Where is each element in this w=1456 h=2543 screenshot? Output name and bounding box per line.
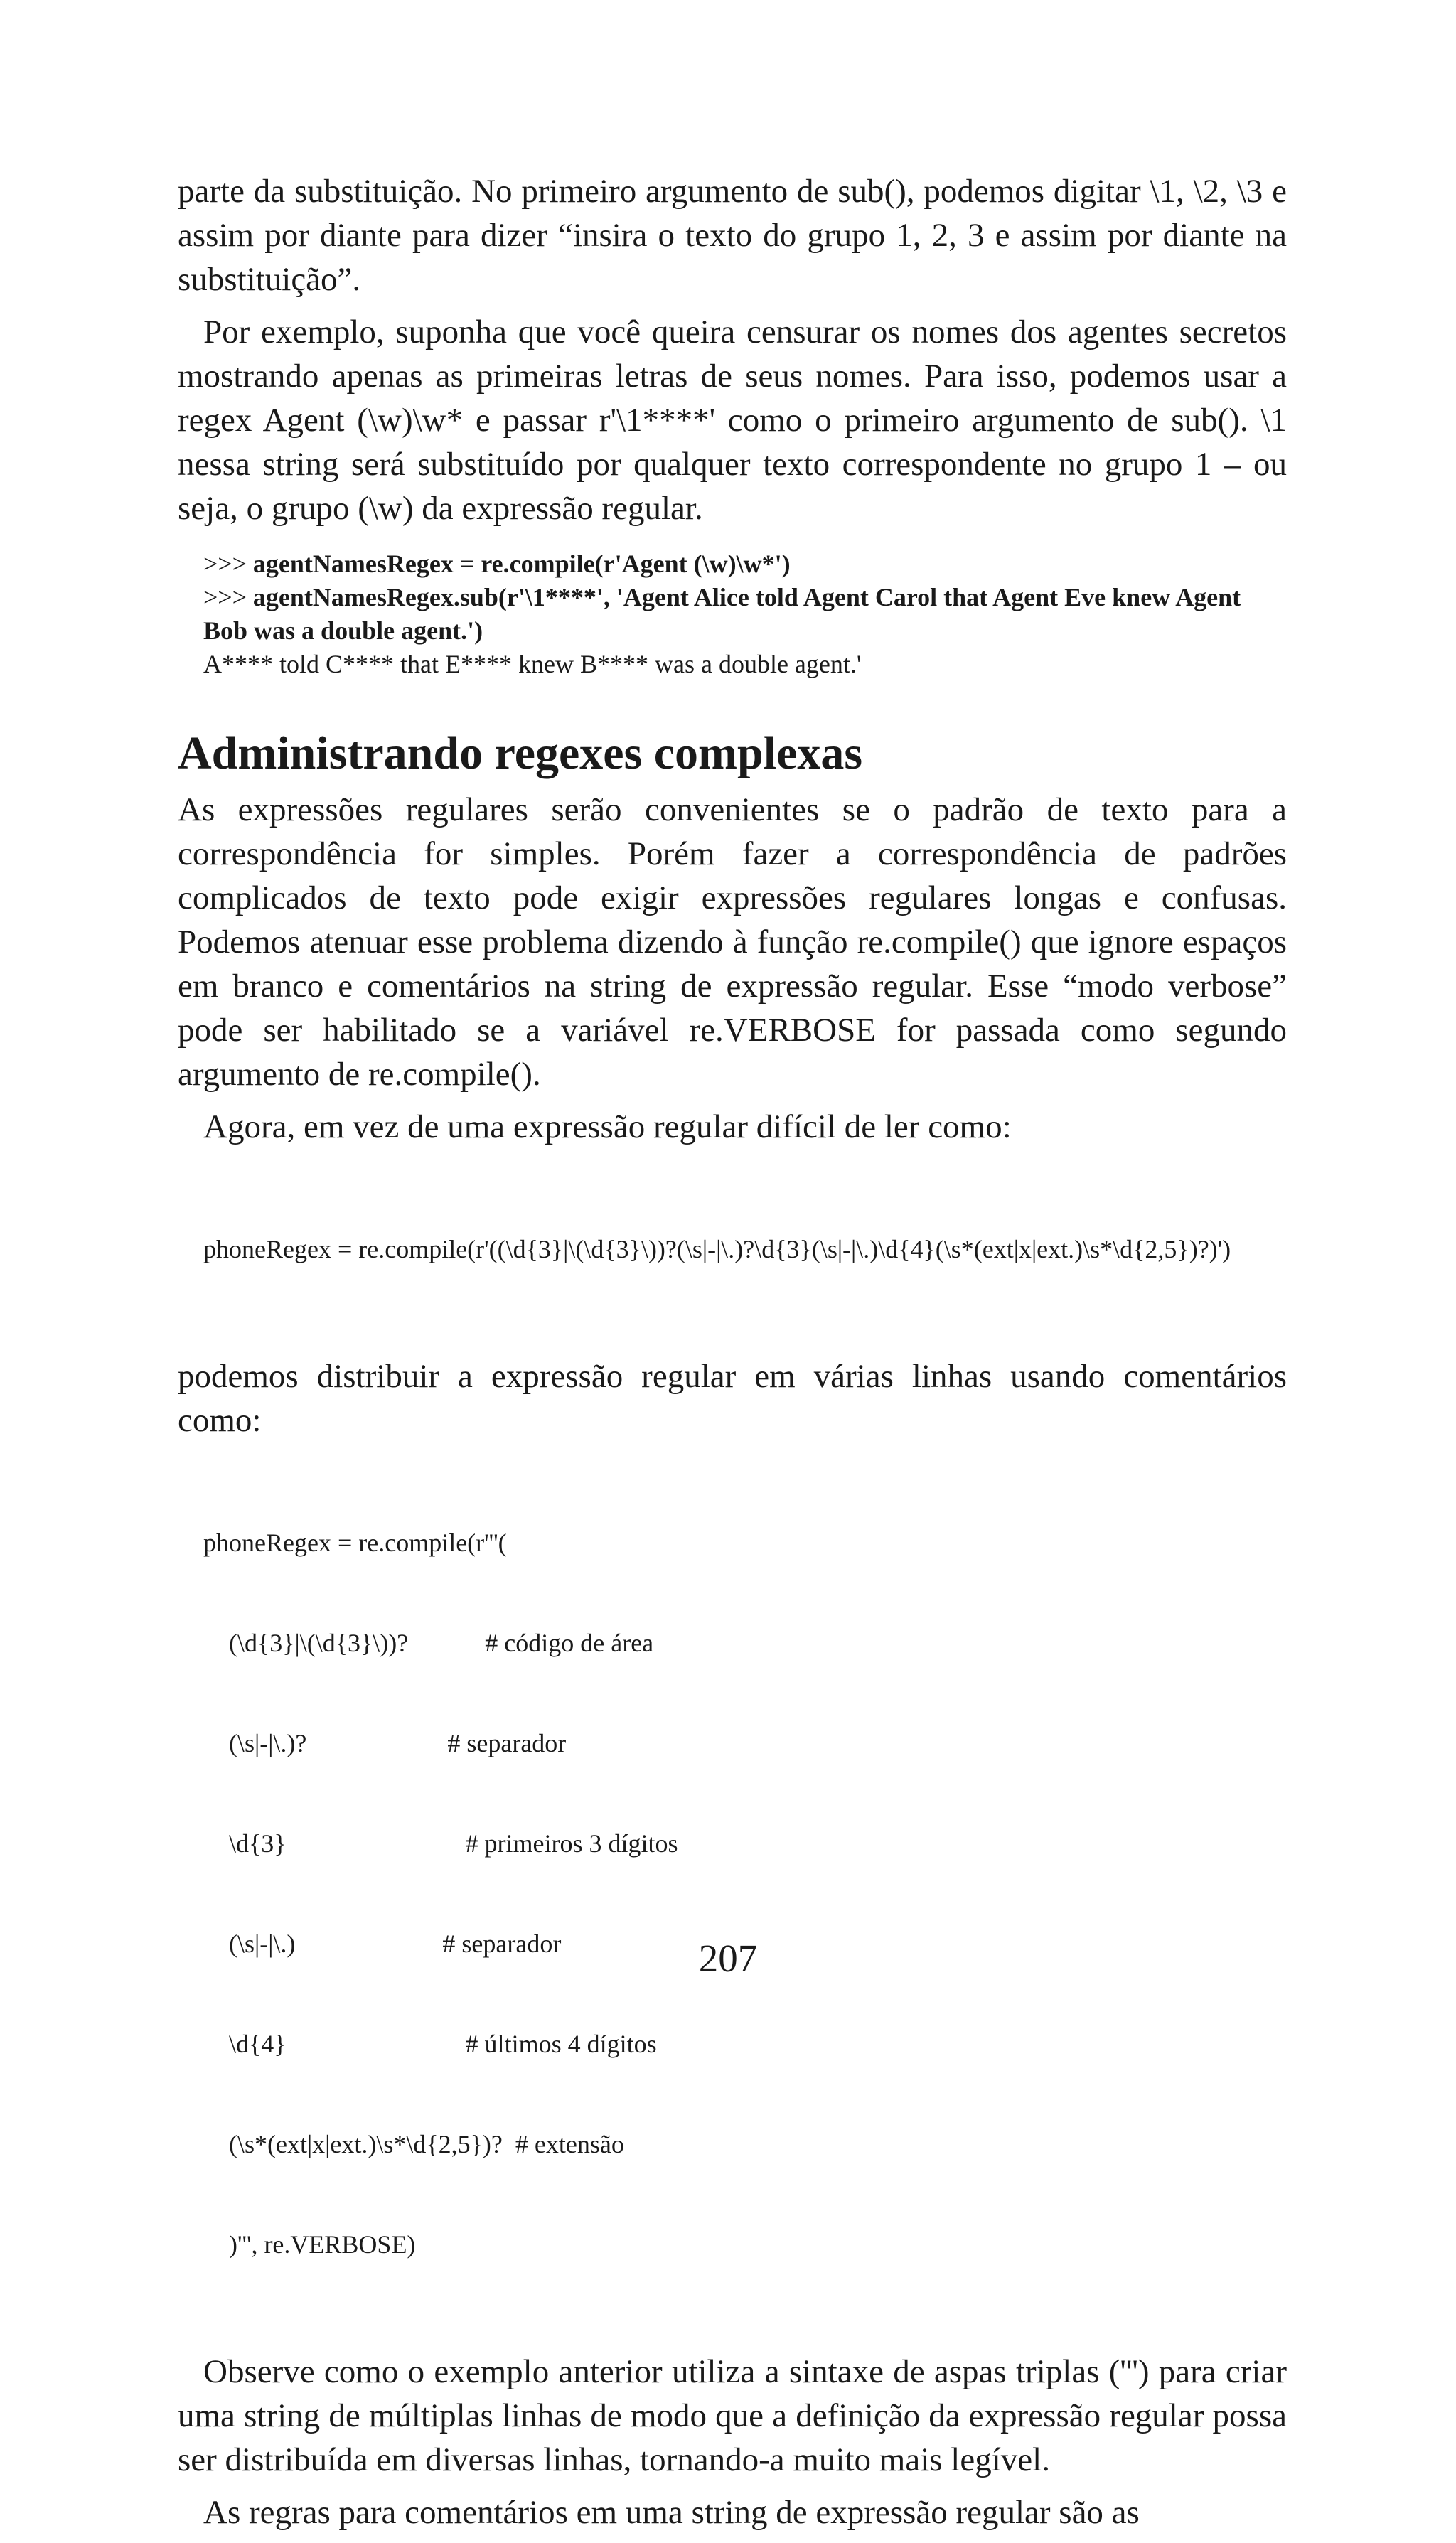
paragraph-verbose-intro: As expressões regulares serão convenientes se o padrão de texto para a correspondência for simples. Porém fazer a correspondência de padrões complicados de texto pode exigir expressões regulares longas e confusas. Podemos atenuar esse problema dizendo à função re.compile() que ignore espaços em branco e comentários na string de expressão regular. Esse “modo verbose” pode ser habilitado se a variável re.VERBOSE for passada como segundo argumento de re.compile(). [178,791,1287,1093]
code-output: A**** told C**** that E**** knew B**** was a double agent.' [203,650,862,678]
code-line: (\s|-|\.) # separador [203,1929,562,1958]
code-input: agentNamesRegex.sub(r'\1****', 'Agent Alice told Agent Carol that Agent Eve knew Agent Bob was a double agent.') [203,583,1241,645]
section-heading: Administrando regexes complexas [178,727,863,779]
code-line: \d{3} # primeiros 3 dígitos [203,1829,678,1858]
code-block-agent-names [203,547,1287,681]
paragraph-instead-of: Agora, em vez de uma expressão regular difícil de ler como: [203,1108,1012,1145]
code-line: (\s|-|\.)? # separador [203,1729,567,1757]
paragraph-distribute: podemos distribuir a expressão regular em várias linhas usando comentários como: [178,1358,1287,1439]
code-line [203,547,1287,581]
paragraph-triple-quotes: Observe como o exemplo anterior utiliza a sintaxe de aspas triplas (''') para criar uma string de múltiplas linhas de modo que a definição da expressão regular possa ser distribuída em diversas linhas, tornando-a muito mais legível. [178,2353,1287,2478]
code-line: (\d{3}|\(\d{3}\))? # código de área [203,1629,654,1657]
code-input: agentNamesRegex = re.compile(r'Agent (\w)\w*') [252,550,791,578]
code-block-phone-regex-oneline [203,1166,1287,1333]
page-number: 207 [698,1937,758,1980]
code-line: phoneRegex = re.compile(r'''( [203,1529,507,1557]
page-content [178,169,1287,2543]
paragraph-comment-rules: As regras para comentários em uma string de expressão regular são as [203,2494,1140,2531]
code-line: (\s*(ext|x|ext.)\s*\d{2,5})? # extensão [203,2130,624,2158]
code-prompt: >>> [203,550,253,578]
code-line: )''', re.VERBOSE) [203,2230,416,2259]
code-block-phone-regex-verbose [203,1460,1287,2328]
code-line: phoneRegex = re.compile(r'((\d{3}|\(\d{3}\))?(\s|-|\.)?\d{3}(\s|-|\.)\d{4}(\s*(ext|x|ext.)\s*\d{2,5})?)') [203,1235,1231,1263]
paragraph-censor-example: Por exemplo, suponha que você queira censurar os nomes dos agentes secretos mostrando apenas as primeiras letras de seus nomes. Para isso, podemos usar a regex Agent (\w)\w* e passar r'\1****' como o primeiro argumento de sub(). \1 nessa string será substituído por qualquer texto correspondente no grupo 1 – ou seja, o grupo (\w) da expressão regular. [178,314,1287,527]
paragraph-substitution-groups: parte da substituição. No primeiro argumento de sub(), podemos digitar \1, \2, \3 e assim por diante para dizer “insira o texto do grupo 1, 2, 3 e assim por diante na substituição”. [178,173,1287,298]
code-prompt: >>> [203,583,253,611]
code-line [203,581,1287,648]
code-line: \d{4} # últimos 4 dígitos [203,2030,657,2058]
